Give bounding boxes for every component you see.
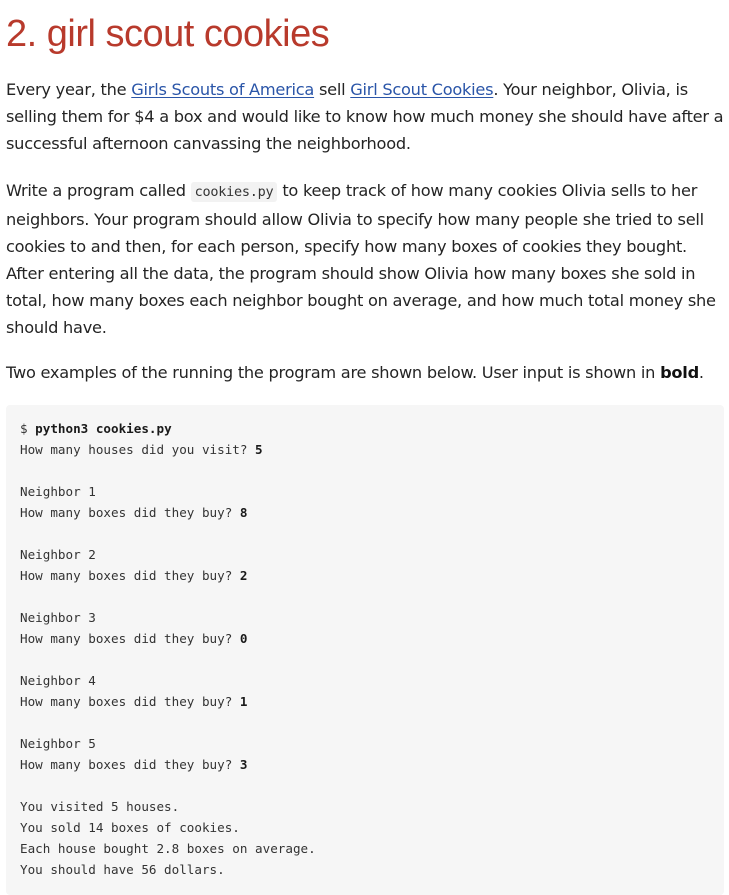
boxes-line bbox=[20, 502, 247, 523]
neighbor-label: Neighbor 2 bbox=[20, 547, 96, 562]
neighbor-label: Neighbor 4 bbox=[20, 673, 96, 688]
boxes-question: How many boxes did they buy? bbox=[20, 694, 240, 709]
boxes-line bbox=[20, 628, 247, 649]
houses-answer: 5 bbox=[255, 442, 263, 457]
houses-line bbox=[20, 439, 263, 460]
boxes-line bbox=[20, 691, 247, 712]
examples-paragraph bbox=[6, 359, 724, 386]
command-line bbox=[20, 418, 172, 439]
summary-boxes: You sold 14 boxes of cookies. bbox=[20, 820, 240, 835]
boxes-question: How many boxes did they buy? bbox=[20, 631, 240, 646]
examples-text-1: Two examples of the running the program are shown below. User input is shown in bbox=[6, 363, 661, 382]
boxes-question: How many boxes did they buy? bbox=[20, 757, 240, 772]
intro-text-1: Every year, the bbox=[6, 80, 132, 99]
boxes-line bbox=[20, 754, 247, 775]
girl-scout-cookies-link[interactable]: Girl Scout Cookies bbox=[350, 80, 494, 99]
summary-houses: You visited 5 houses. bbox=[20, 799, 180, 814]
task-text-1: Write a program called bbox=[6, 181, 191, 200]
boxes-answer: 3 bbox=[239, 757, 248, 772]
intro-text-2: sell bbox=[314, 80, 351, 99]
bold-word: bold bbox=[660, 363, 699, 382]
houses-question: How many houses did you visit? bbox=[20, 442, 256, 457]
boxes-answer: 8 bbox=[239, 505, 248, 520]
intro-paragraph bbox=[6, 76, 724, 157]
boxes-answer: 2 bbox=[239, 568, 248, 583]
girl-scouts-link[interactable]: Girls Scouts of America bbox=[131, 80, 315, 99]
boxes-question: How many boxes did they buy? bbox=[20, 505, 240, 520]
task-paragraph bbox=[6, 177, 724, 341]
summary-money: You should have 56 dollars. bbox=[20, 862, 225, 877]
boxes-answer: 0 bbox=[239, 631, 248, 646]
command-input: python3 cookies.py bbox=[35, 421, 172, 436]
summary-average: Each house bought 2.8 boxes on average. bbox=[20, 841, 316, 856]
filename-code: cookies.py bbox=[191, 182, 278, 202]
section-heading: 2. girl scout cookies bbox=[6, 13, 330, 55]
task-text-2: to keep track of how many cookies Olivia sells to her neighbors. Your program should allow Olivia to specify how many people she tried to sell cookies to and then, for each person, specify how many boxes of cookies they bought. After entering all the data, the program should show Olivia how many boxes she sold in total, how many boxes each neighbor bought on average, and how much total money she should have. bbox=[6, 181, 716, 337]
examples-text-2: . bbox=[698, 363, 704, 382]
neighbor-label: Neighbor 1 bbox=[20, 484, 96, 499]
boxes-answer: 1 bbox=[239, 694, 248, 709]
boxes-question: How many boxes did they buy? bbox=[20, 568, 240, 583]
shell-prompt: $ bbox=[20, 421, 36, 436]
neighbor-label: Neighbor 5 bbox=[20, 736, 96, 751]
terminal-example bbox=[6, 405, 724, 895]
neighbor-label: Neighbor 3 bbox=[20, 610, 96, 625]
intro-text-3: . Your neighbor, Olivia, is selling them for $4 a box and would like to know how much money she should have after a successful afternoon canvassing the neighborhood. bbox=[6, 80, 724, 153]
boxes-line bbox=[20, 565, 247, 586]
